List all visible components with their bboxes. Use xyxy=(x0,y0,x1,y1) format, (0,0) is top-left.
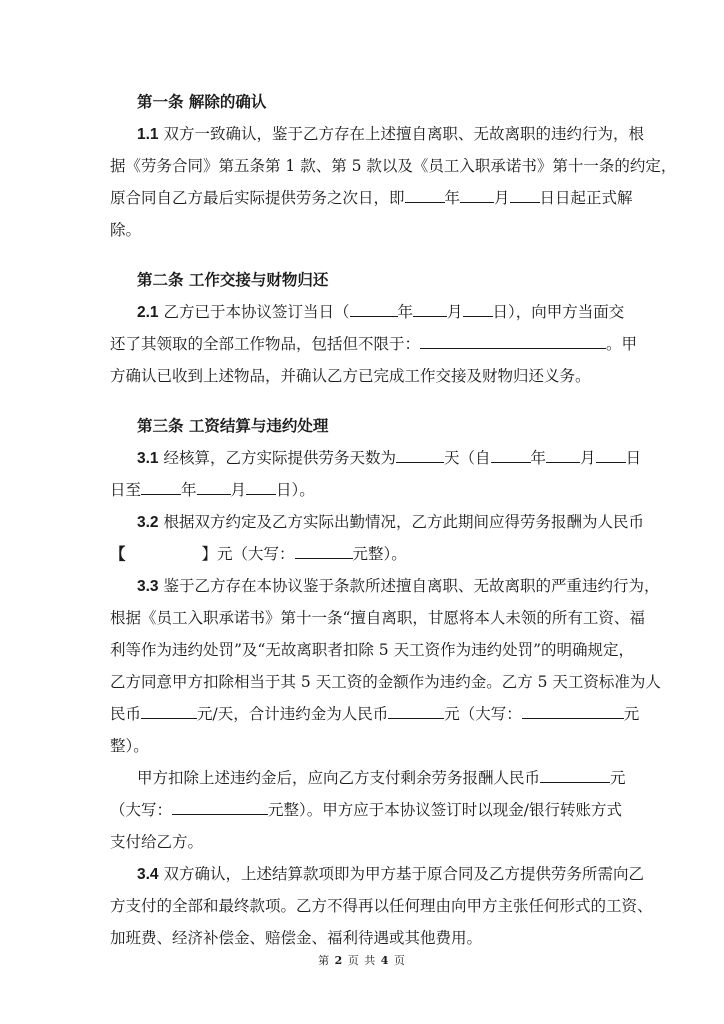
clause-3-2-line-1: 3.2 根据双方约定及乙方实际出勤情况，乙方此期间应得劳务报酬为人民币 xyxy=(137,513,645,531)
blank-month xyxy=(460,188,494,203)
clause-3-3-line-4: 乙方同意甲方扣除相当于其 5 天工资的金额作为违约金。乙方 5 天工资标准为人 xyxy=(110,673,661,691)
blank-day xyxy=(463,302,493,317)
clause-number: 3.2 xyxy=(137,514,159,531)
blank-penalty-uppercase xyxy=(522,704,624,719)
blank-day xyxy=(510,188,540,203)
payment-line-3: 支付给乙方。 xyxy=(110,833,204,851)
clause-3-4-line-1: 3.4 双方确认，上述结算款项即为甲方基于原合同及乙方提供劳务所需向乙 xyxy=(137,865,645,883)
blank-month xyxy=(197,480,231,495)
blank-penalty xyxy=(388,704,444,719)
clause-3-3-line-5: 民币 元/天，合计违约金为人民币 元（大写： 元 xyxy=(110,705,640,723)
clause-3-3-line-2: 根据《员工入职承诺书》第十一条“擅自离职，甘愿将本人未领的所有工资、福 xyxy=(110,609,645,627)
page-number: 2 xyxy=(334,954,344,967)
clause-3-2-line-2: 【 】元（大写： 元整）。 xyxy=(110,544,407,563)
clause-1-1-line-4: 除。 xyxy=(110,221,142,239)
section-3-heading: 第三条 工资结算与违约处理 xyxy=(137,416,329,435)
clause-1-1-line-3: 原合同自乙方最后实际提供劳务之次日，即 年 月 日日起正式解 xyxy=(110,189,633,207)
blank-year xyxy=(350,302,398,317)
clause-3-1-line-1: 3.1 经核算，乙方实际提供劳务天数为 天（自 年 月 日 xyxy=(137,449,642,467)
blank-remaining-uppercase xyxy=(172,800,268,815)
blank-month xyxy=(413,302,447,317)
section-1-heading: 第一条 解除的确认 xyxy=(137,92,267,111)
payment-line-1: 甲方扣除上述违约金后，应向乙方支付剩余劳务报酬人民币 元 xyxy=(137,769,626,787)
blank-year xyxy=(405,188,445,203)
clause-3-3-line-3: 利等作为违约处罚”及“无故离职者扣除 5 天工资作为违约处罚”的明确规定， xyxy=(110,641,634,659)
blank-year xyxy=(491,448,531,463)
clause-number: 1.1 xyxy=(137,126,159,143)
blank-day xyxy=(246,480,276,495)
blank-daily-wage xyxy=(141,704,197,719)
clause-3-4-line-3: 加班费、经济补偿金、赔偿金、福利待遇或其他费用。 xyxy=(110,929,483,947)
clause-3-4-line-2: 方支付的全部和最终款项。乙方不得再以任何理由向甲方主张任何形式的工资、 xyxy=(110,897,653,915)
blank-day xyxy=(596,448,626,463)
clause-3-3-line-1: 3.3 鉴于乙方存在本协议鉴于条款所述擅自离职、无故离职的严重违约行为， xyxy=(137,577,660,595)
clause-2-1-line-2: 还了其领取的全部工作物品，包括但不限于： 。甲 xyxy=(110,335,638,353)
blank-year xyxy=(141,480,181,495)
clause-number: 3.1 xyxy=(137,450,159,467)
page-total: 4 xyxy=(380,954,390,967)
clause-number: 2.1 xyxy=(137,304,159,321)
clause-1-1-line-2: 据《劳务合同》第五条第 1 款、第 5 款以及《员工入职承诺书》第十一条的约定， xyxy=(110,157,677,175)
blank-items xyxy=(420,334,606,349)
payment-line-2: （大写： 元整）。甲方应于本协议签订时以现金/银行转账方式 xyxy=(110,801,622,819)
clause-number: 3.3 xyxy=(137,578,159,595)
clause-3-3-line-6: 整）。 xyxy=(110,737,149,755)
blank-month xyxy=(546,448,580,463)
page-footer: 第 2 页 共 4 页 xyxy=(318,954,406,967)
clause-number: 3.4 xyxy=(137,866,159,883)
clause-3-1-line-2: 日至 年 月 日）。 xyxy=(110,481,315,499)
blank-days xyxy=(396,448,444,463)
clause-2-1-line-3: 方确认已收到上述物品，并确认乙方已完成工作交接及财物归还义务。 xyxy=(110,367,591,385)
blank-amount-uppercase xyxy=(295,544,353,559)
section-2-heading: 第二条 工作交接与财物归还 xyxy=(137,270,329,289)
clause-1-1-line-1: 1.1 双方一致确认，鉴于乙方存在上述擅自离职、无故离职的违约行为，根 xyxy=(137,125,645,143)
clause-2-1-line-1: 2.1 乙方已于本协议签订当日（ 年 月 日），向甲方当面交 xyxy=(137,303,625,321)
blank-remaining-amount xyxy=(540,768,610,783)
